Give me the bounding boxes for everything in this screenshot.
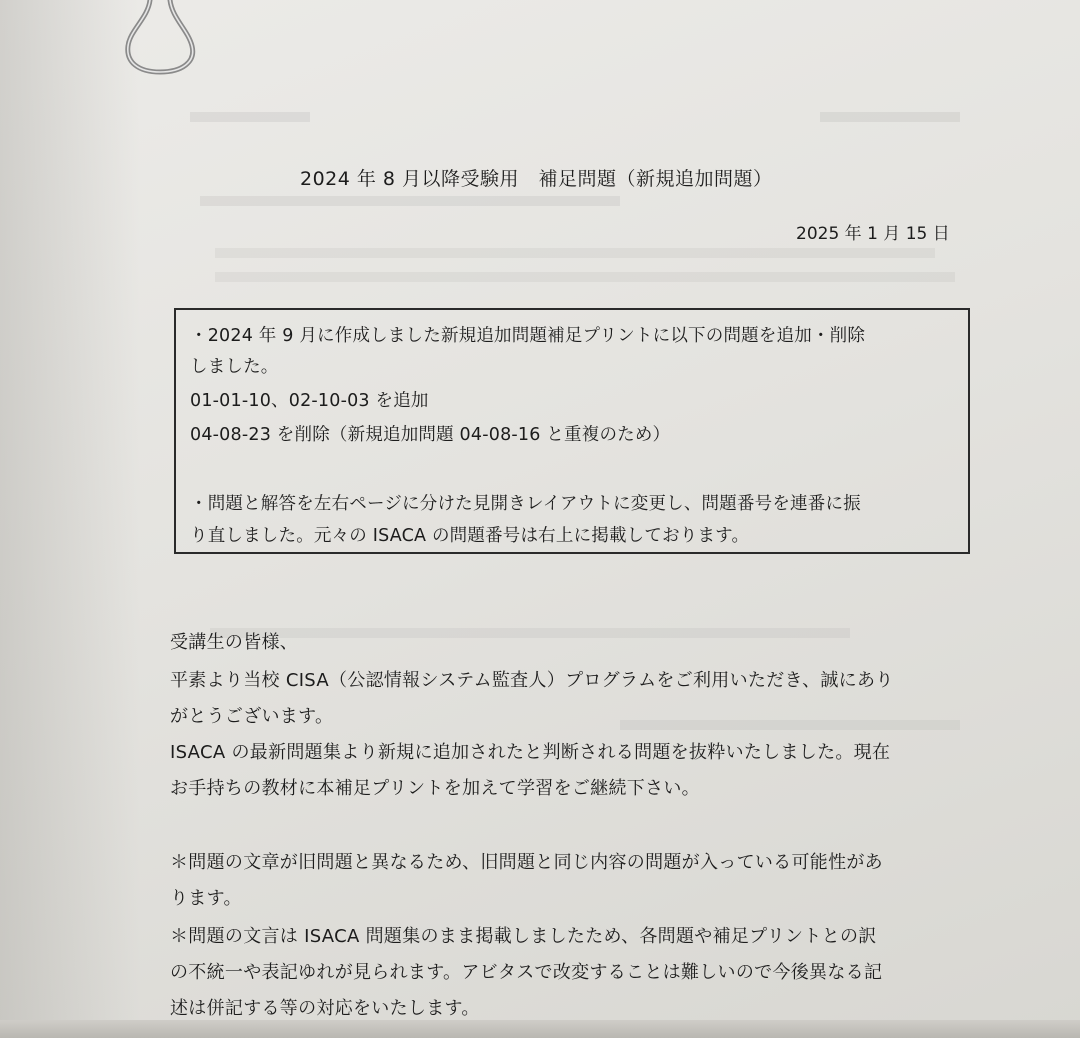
notice-line: 04-08-23 を削除（新規追加問題 04-08-16 と重複のため）: [190, 425, 671, 445]
paper-bottom-edge: [0, 1020, 1080, 1038]
note-line: ＊問題の文言は ISACA 問題集のまま掲載しましたため、各問題や補足プリントとの訳: [170, 926, 877, 947]
bleed-through-mark: [215, 272, 955, 282]
bleed-through-mark: [190, 112, 310, 122]
notice-line: 01-01-10、02-10-03 を追加: [190, 391, 429, 411]
document-title: 2024 年 8 月以降受験用 補足問題（新規追加問題）: [300, 168, 773, 190]
body-line: お手持ちの教材に本補足プリントを加えて学習をご継続下さい。: [170, 778, 700, 799]
note-line: ＊問題の文章が旧問題と異なるため、旧問題と同じ内容の問題が入っている可能性があ: [170, 852, 883, 873]
notice-line: ・2024 年 9 月に作成しました新規追加問題補足プリントに以下の問題を追加・削除: [190, 326, 866, 346]
body-line: がとうございます。: [170, 706, 334, 727]
note-line: の不統一や表記ゆれが見られます。アビタスで改変することは難しいので今後異なる記: [170, 962, 883, 983]
bleed-through-mark: [210, 628, 850, 638]
bleed-through-mark: [620, 720, 960, 730]
greeting: 受講生の皆様、: [170, 632, 299, 653]
update-notice-box: [174, 308, 970, 554]
body-line: ISACA の最新問題集より新規に追加されたと判断される問題を抜粋いたしました。現在: [170, 742, 891, 763]
document-date: 2025 年 1 月 15 日: [796, 224, 950, 244]
binder-clip-icon: [120, 0, 202, 78]
note-line: 述は併記する等の対応をいたします。: [170, 998, 480, 1019]
body-line: 平素より当校 CISA（公認情報システム監査人）プログラムをご利用いただき、誠にあり: [170, 670, 894, 691]
page-shadow: [0, 0, 140, 1038]
notice-line: ・問題と解答を左右ページに分けた見開きレイアウトに変更し、問題番号を連番に振: [190, 494, 861, 514]
notice-line: り直しました。元々の ISACA の問題番号は右上に掲載しております。: [190, 526, 750, 546]
bleed-through-mark: [820, 112, 960, 122]
bleed-through-mark: [200, 196, 620, 206]
note-line: ります。: [170, 888, 242, 909]
bleed-through-mark: [215, 248, 935, 258]
notice-line: しました。: [190, 357, 279, 377]
